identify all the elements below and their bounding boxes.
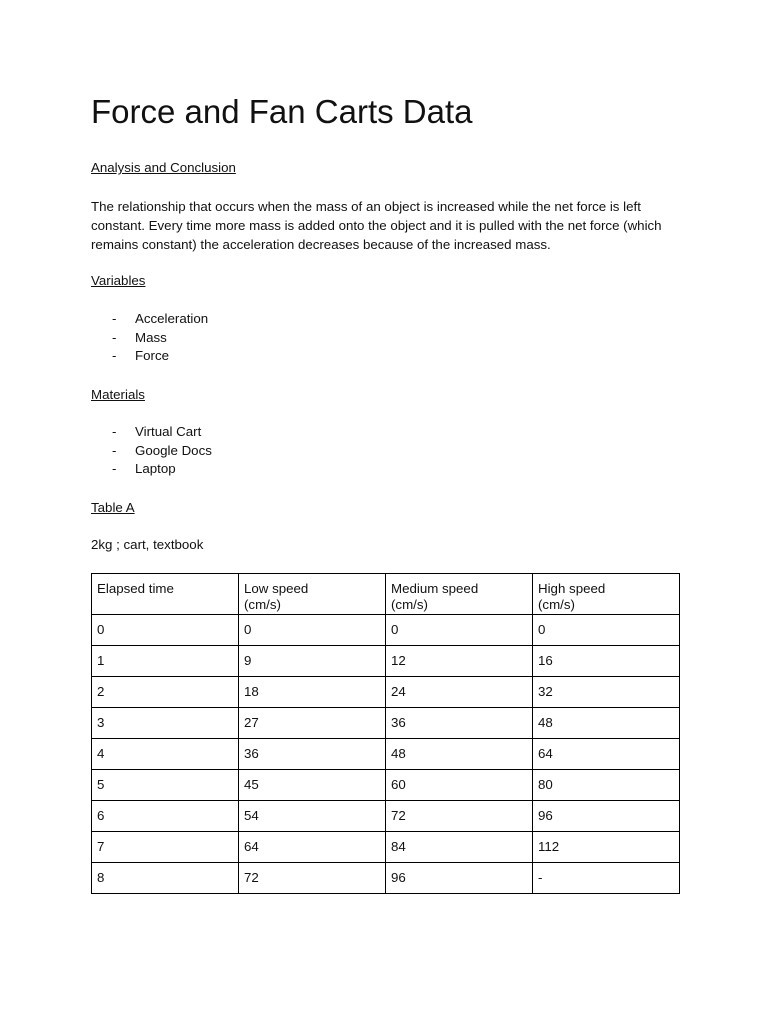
list-bullet: - bbox=[112, 311, 117, 326]
table-cell: 7 bbox=[92, 832, 239, 863]
column-header-unit: (cm/s) bbox=[538, 597, 575, 612]
table-row bbox=[92, 677, 680, 708]
variables-list bbox=[91, 310, 208, 366]
list-item-label: Virtual Cart bbox=[135, 424, 202, 439]
table-row bbox=[92, 770, 680, 801]
table-cell: 9 bbox=[239, 646, 386, 677]
table-row bbox=[92, 739, 680, 770]
column-header-label: High speed bbox=[538, 581, 606, 596]
list-item bbox=[91, 442, 212, 461]
table-cell: 3 bbox=[92, 708, 239, 739]
list-item-label: Acceleration bbox=[135, 311, 209, 326]
table-row bbox=[92, 646, 680, 677]
variables-heading: Variables bbox=[91, 273, 146, 288]
list-bullet: - bbox=[112, 461, 117, 477]
table-cell: 6 bbox=[92, 801, 239, 832]
column-header-label: Elapsed time bbox=[97, 581, 174, 596]
table-cell: 80 bbox=[533, 770, 680, 801]
table-cell: 48 bbox=[533, 708, 680, 739]
list-item-label: Mass bbox=[135, 329, 167, 345]
table-cell: 0 bbox=[92, 615, 239, 646]
table-row bbox=[92, 708, 680, 739]
table-a-heading: Table A bbox=[91, 500, 135, 515]
table-cell: 5 bbox=[92, 770, 239, 801]
column-header-medium-speed bbox=[386, 574, 533, 615]
column-header-unit: (cm/s) bbox=[244, 597, 281, 612]
table-cell: 8 bbox=[92, 863, 239, 894]
table-cell: 96 bbox=[386, 863, 533, 894]
table-cell: 2 bbox=[92, 677, 239, 708]
table-header-row bbox=[92, 574, 680, 615]
table-row bbox=[92, 832, 680, 863]
column-header-low-speed bbox=[239, 574, 386, 615]
column-header-elapsed-time bbox=[92, 574, 239, 615]
table-cell: 64 bbox=[239, 832, 386, 863]
table-cell: 72 bbox=[386, 801, 533, 832]
table-cell: 36 bbox=[386, 708, 533, 739]
materials-list bbox=[91, 423, 212, 479]
table-cell: 0 bbox=[533, 615, 680, 646]
list-bullet: - bbox=[112, 329, 117, 345]
list-bullet: - bbox=[112, 348, 117, 364]
table-cell: 1 bbox=[92, 646, 239, 677]
table-cell: 36 bbox=[239, 739, 386, 770]
list-item bbox=[91, 329, 208, 348]
table-row bbox=[92, 615, 680, 646]
table-cell: 18 bbox=[239, 677, 386, 708]
list-item bbox=[91, 460, 212, 479]
list-bullet: - bbox=[112, 442, 117, 458]
list-item-label: Laptop bbox=[135, 461, 176, 477]
table-cell: - bbox=[533, 863, 680, 894]
table-cell: 64 bbox=[533, 739, 680, 770]
list-bullet: - bbox=[112, 424, 117, 439]
table-cell: 72 bbox=[239, 863, 386, 894]
table-a-caption: 2kg ; cart, textbook bbox=[91, 537, 204, 552]
list-item bbox=[91, 347, 208, 366]
table-cell: 60 bbox=[386, 770, 533, 801]
table-row bbox=[92, 801, 680, 832]
table-cell: 54 bbox=[239, 801, 386, 832]
document-title: Force and Fan Carts Data bbox=[91, 93, 473, 130]
table-cell: 84 bbox=[386, 832, 533, 863]
table-cell: 4 bbox=[92, 739, 239, 770]
table-cell: 45 bbox=[239, 770, 386, 801]
table-cell: 112 bbox=[533, 832, 680, 863]
table-cell: 96 bbox=[533, 801, 680, 832]
column-header-label: Medium speed bbox=[391, 581, 479, 596]
table-cell: 27 bbox=[239, 708, 386, 739]
speed-data-table bbox=[91, 573, 680, 894]
column-header-high-speed bbox=[533, 574, 680, 615]
list-item-label: Force bbox=[135, 348, 169, 364]
column-header-label: Low speed bbox=[244, 581, 309, 596]
table-cell: 48 bbox=[386, 739, 533, 770]
table-cell: 16 bbox=[533, 646, 680, 677]
analysis-heading: Analysis and Conclusion bbox=[91, 160, 236, 175]
list-item bbox=[91, 423, 212, 442]
table-cell: 0 bbox=[239, 615, 386, 646]
list-item bbox=[91, 310, 208, 329]
materials-heading: Materials bbox=[91, 387, 145, 402]
table-cell: 24 bbox=[386, 677, 533, 708]
column-header-unit: (cm/s) bbox=[391, 597, 428, 612]
table-cell: 12 bbox=[386, 646, 533, 677]
list-item-label: Google Docs bbox=[135, 442, 212, 458]
analysis-paragraph: The relationship that occurs when the mass of an object is increased while the net force is left constant. Every time more mass is added onto the object and it is pulled with the net force (which remains constant) the acceleration decreases because of the increased mass. bbox=[91, 199, 662, 252]
table-cell: 32 bbox=[533, 677, 680, 708]
table-cell: 0 bbox=[386, 615, 533, 646]
table-row bbox=[92, 863, 680, 894]
